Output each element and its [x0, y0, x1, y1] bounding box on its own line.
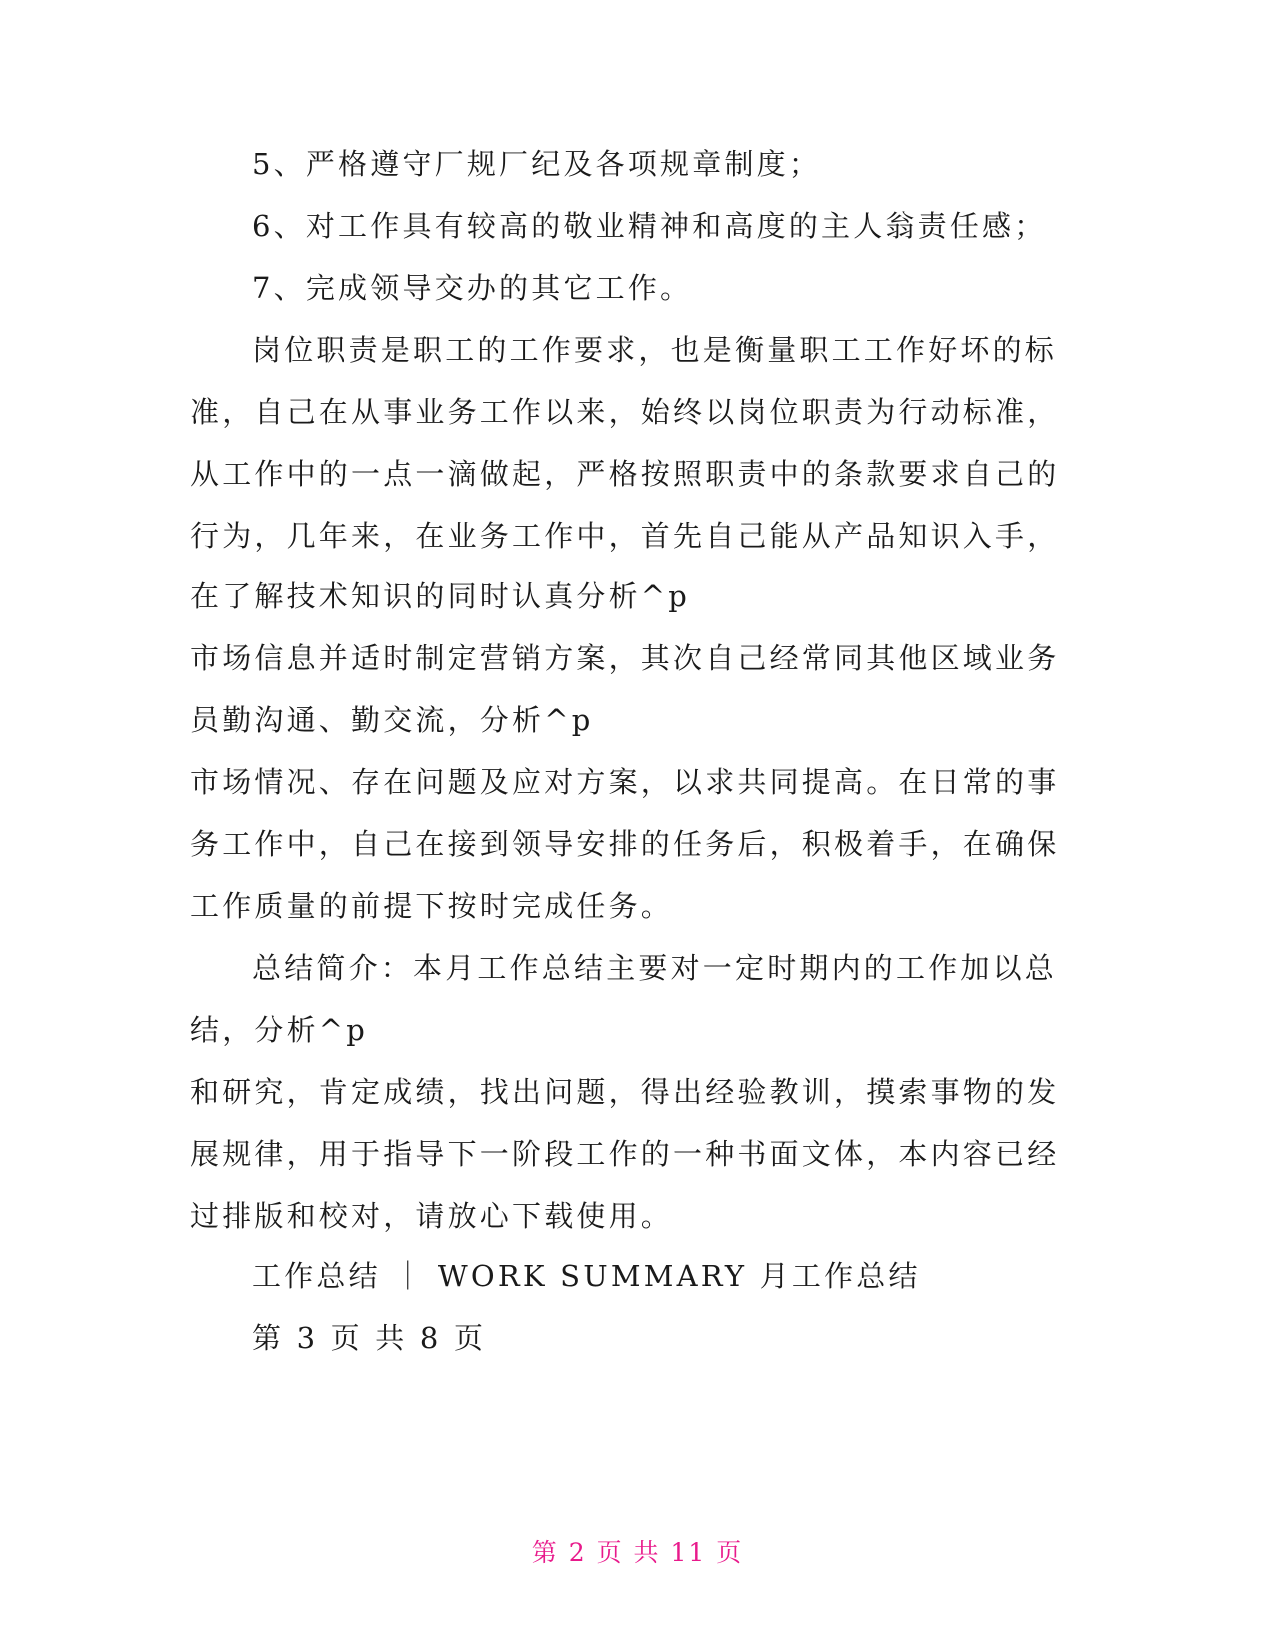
paragraph-line: 市场情况、存在问题及应对方案，以求共同提高。在日常的事	[190, 765, 1060, 799]
paragraph-line: 总结简介：本月工作总结主要对一定时期内的工作加以总	[252, 951, 1058, 985]
page-footer	[0, 1533, 1275, 1569]
paragraph-line: 行为，几年来，在业务工作中，首先自己能从产品知识入手，	[190, 519, 1060, 553]
list-item: 5、严格遵守厂规厂纪及各项规章制度；	[252, 147, 822, 181]
list-item: 7、完成领导交办的其它工作。	[252, 271, 693, 305]
paragraph-line: 从工作中的一点一滴做起，严格按照职责中的条款要求自己的	[190, 457, 1060, 491]
paragraph-line: 在了解技术知识的同时认真分析^p	[190, 579, 691, 613]
paragraph-line: 准，自己在从事业务工作以来，始终以岗位职责为行动标准，	[190, 395, 1060, 429]
inner-page-label: 第 3 页 共 8 页	[252, 1321, 487, 1355]
footer-prefix: 第	[531, 1538, 559, 1567]
list-item: 6、对工作具有较高的敬业精神和高度的主人翁责任感；	[252, 209, 1047, 243]
paragraph-line: 务工作中，自己在接到领导安排的任务后，积极着手，在确保	[190, 827, 1060, 861]
paragraph-line: 员勤沟通、勤交流，分析^p	[190, 703, 594, 737]
paragraph-line: 过排版和校对，请放心下载使用。	[190, 1199, 674, 1233]
paragraph-line: 展规律，用于指导下一阶段工作的一种书面文体，本内容已经	[190, 1137, 1060, 1171]
footer-current-page: 2	[568, 1538, 587, 1567]
paragraph-line: 市场信息并适时制定营销方案，其次自己经常同其他区域业务	[190, 641, 1060, 675]
paragraph-line: 和研究，肯定成绩，找出问题，得出经验教训，摸索事物的发	[190, 1075, 1060, 1109]
paragraph-line: 工作质量的前提下按时完成任务。	[190, 889, 674, 923]
paragraph-line: 结，分析^p	[190, 1013, 369, 1047]
paragraph-line: 岗位职责是职工的工作要求，也是衡量职工工作好坏的标	[252, 333, 1058, 367]
summary-header-line: 工作总结 ｜ WORK SUMMARY 月工作总结	[252, 1259, 921, 1293]
footer-middle: 页 共	[596, 1538, 661, 1567]
footer-total-pages: 11	[670, 1538, 707, 1567]
footer-suffix: 页	[716, 1538, 744, 1567]
